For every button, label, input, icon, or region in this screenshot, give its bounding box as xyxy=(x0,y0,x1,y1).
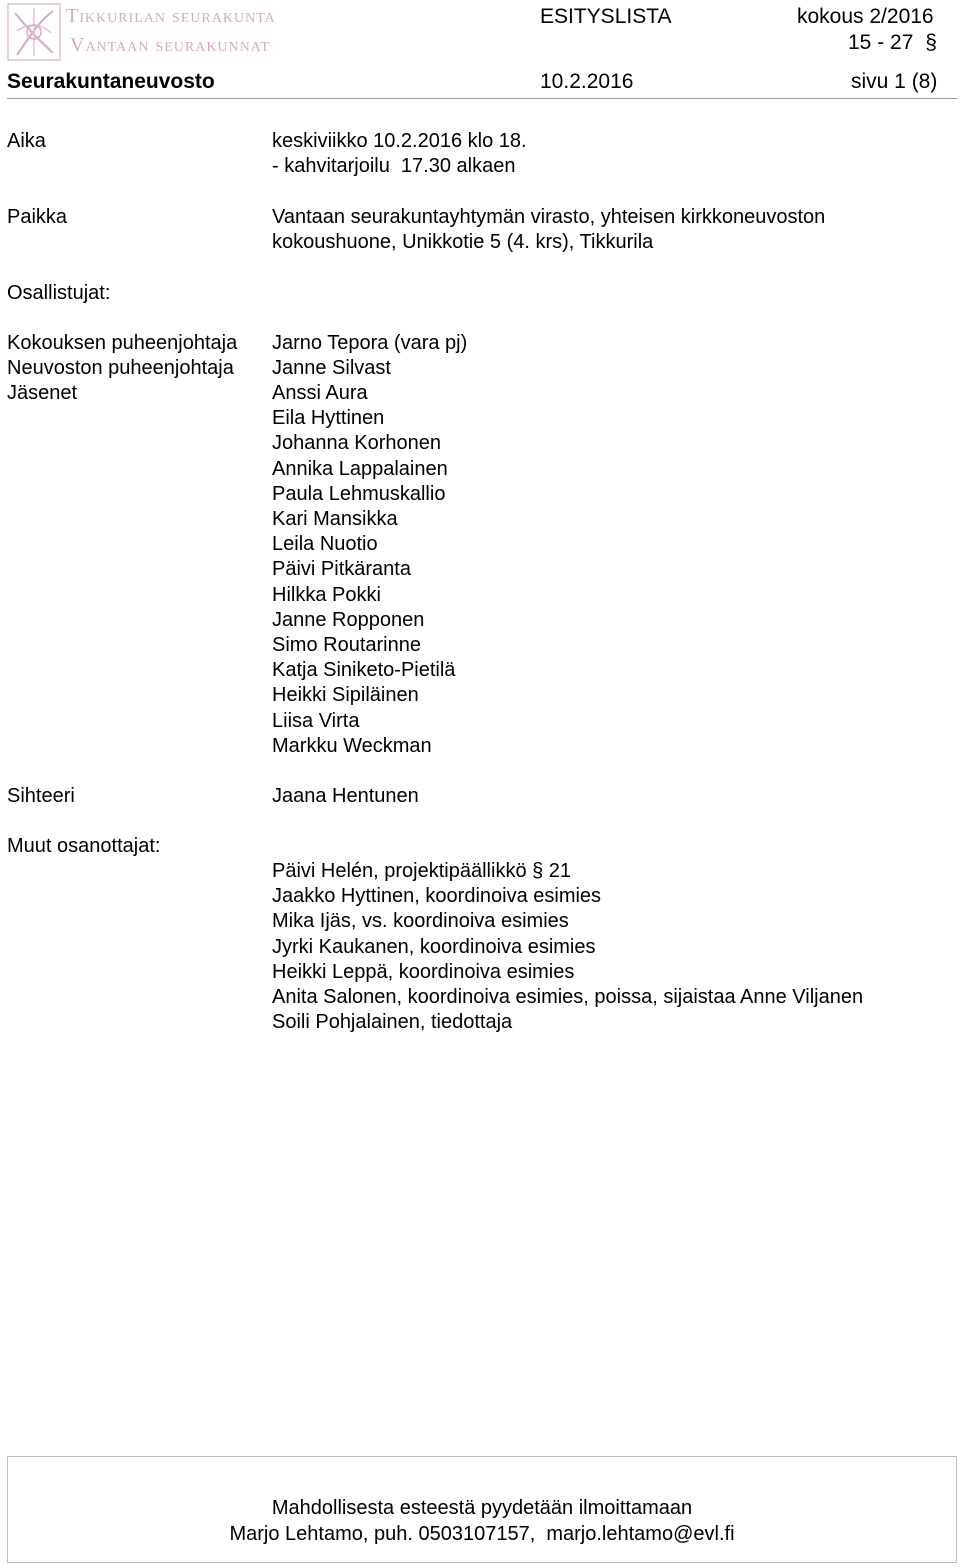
org-name-line-2: Vantaan seurakunnat xyxy=(70,34,270,56)
org-name-line-1: Tikkurilan seurakunta xyxy=(66,5,276,27)
members-label: Jäsenet xyxy=(7,382,78,404)
footer-line-2: Marjo Lehtamo, puh. 0503107157, marjo.lehtamo@evl.fi xyxy=(229,1523,735,1545)
list-item: Paula Lehmuskallio xyxy=(272,482,446,505)
list-item: Mika Ijäs, vs. koordinoiva esimies xyxy=(272,910,569,933)
council-chair-label: Neuvoston puheenjohtaja xyxy=(7,357,234,379)
list-item: Liisa Virta xyxy=(272,709,360,732)
list-item: Leila Nuotio xyxy=(272,533,378,556)
time-value xyxy=(272,129,527,179)
place-value-line-2: kokoushuone, Unikkotie 5 (4. krs), Tikkurila xyxy=(272,231,654,254)
meeting-date: 10.2.2016 xyxy=(540,70,634,93)
list-item: Kari Mansikka xyxy=(272,508,398,531)
list-item: Johanna Korhonen xyxy=(272,432,442,455)
church-logo-icon xyxy=(7,3,61,61)
list-item: Annika Lappalainen xyxy=(272,457,448,480)
others-list xyxy=(272,859,863,1035)
place-label: Paikka xyxy=(7,206,68,228)
list-item: Anssi Aura xyxy=(272,382,368,404)
chair-label: Kokouksen puheenjohtaja xyxy=(7,332,238,354)
list-item: Jyrki Kaukanen, koordinoiva esimies xyxy=(272,935,596,958)
list-item: Eila Hyttinen xyxy=(272,407,385,430)
header-rule xyxy=(7,98,957,99)
members-list xyxy=(272,381,455,759)
document-type: ESITYSLISTA xyxy=(540,5,672,28)
others-label: Muut osanottajat: xyxy=(7,835,161,857)
list-item: Simo Routarinne xyxy=(272,634,421,657)
list-item: Katja Siniketo-Pietilä xyxy=(272,659,456,682)
place-value-line-1: Vantaan seurakuntayhtymän virasto, yhteisen kirkkoneuvoston xyxy=(272,206,826,228)
list-item: Heikki Leppä, koordinoiva esimies xyxy=(272,960,575,983)
meeting-number: kokous 2/2016 xyxy=(797,5,934,28)
participants-heading: Osallistujat: xyxy=(7,282,111,304)
page-number: sivu 1 (8) xyxy=(851,70,938,93)
time-label: Aika xyxy=(7,130,46,152)
body-name: Seurakuntaneuvosto xyxy=(7,70,215,93)
list-item: Päivi Pitkäranta xyxy=(272,558,411,581)
list-item: Päivi Helén, projektipäällikkö § 21 xyxy=(272,860,572,882)
list-item: Anita Salonen, koordinoiva esimies, poissa, sijaistaa Anne Viljanen xyxy=(272,986,864,1009)
list-item: Hilkka Pokki xyxy=(272,583,381,606)
council-chair-value: Janne Silvast xyxy=(272,357,391,379)
footer-box xyxy=(7,1456,957,1563)
footer-line-1: Mahdollisesta esteestä pyydetään ilmoittamaan xyxy=(271,1497,693,1519)
secretary-label: Sihteeri xyxy=(7,785,75,807)
list-item: Janne Ropponen xyxy=(272,608,425,631)
secretary-value: Jaana Hentunen xyxy=(272,785,419,807)
chair-value: Jarno Tepora (vara pj) xyxy=(272,332,468,354)
time-value-line-2: - kahvitarjoilu 17.30 alkaen xyxy=(272,155,516,178)
list-item: Soili Pohjalainen, tiedottaja xyxy=(272,1011,513,1034)
section-sign: § xyxy=(925,31,937,54)
place-value xyxy=(272,205,825,255)
section-range-text: 15 - 27 xyxy=(848,31,914,54)
list-item: Heikki Sipiläinen xyxy=(272,684,419,707)
time-value-line-1: keskiviikko 10.2.2016 klo 18. xyxy=(272,130,527,152)
section-range xyxy=(848,31,937,55)
list-item: Markku Weckman xyxy=(272,734,432,757)
list-item: Jaakko Hyttinen, koordinoiva esimies xyxy=(272,885,602,908)
